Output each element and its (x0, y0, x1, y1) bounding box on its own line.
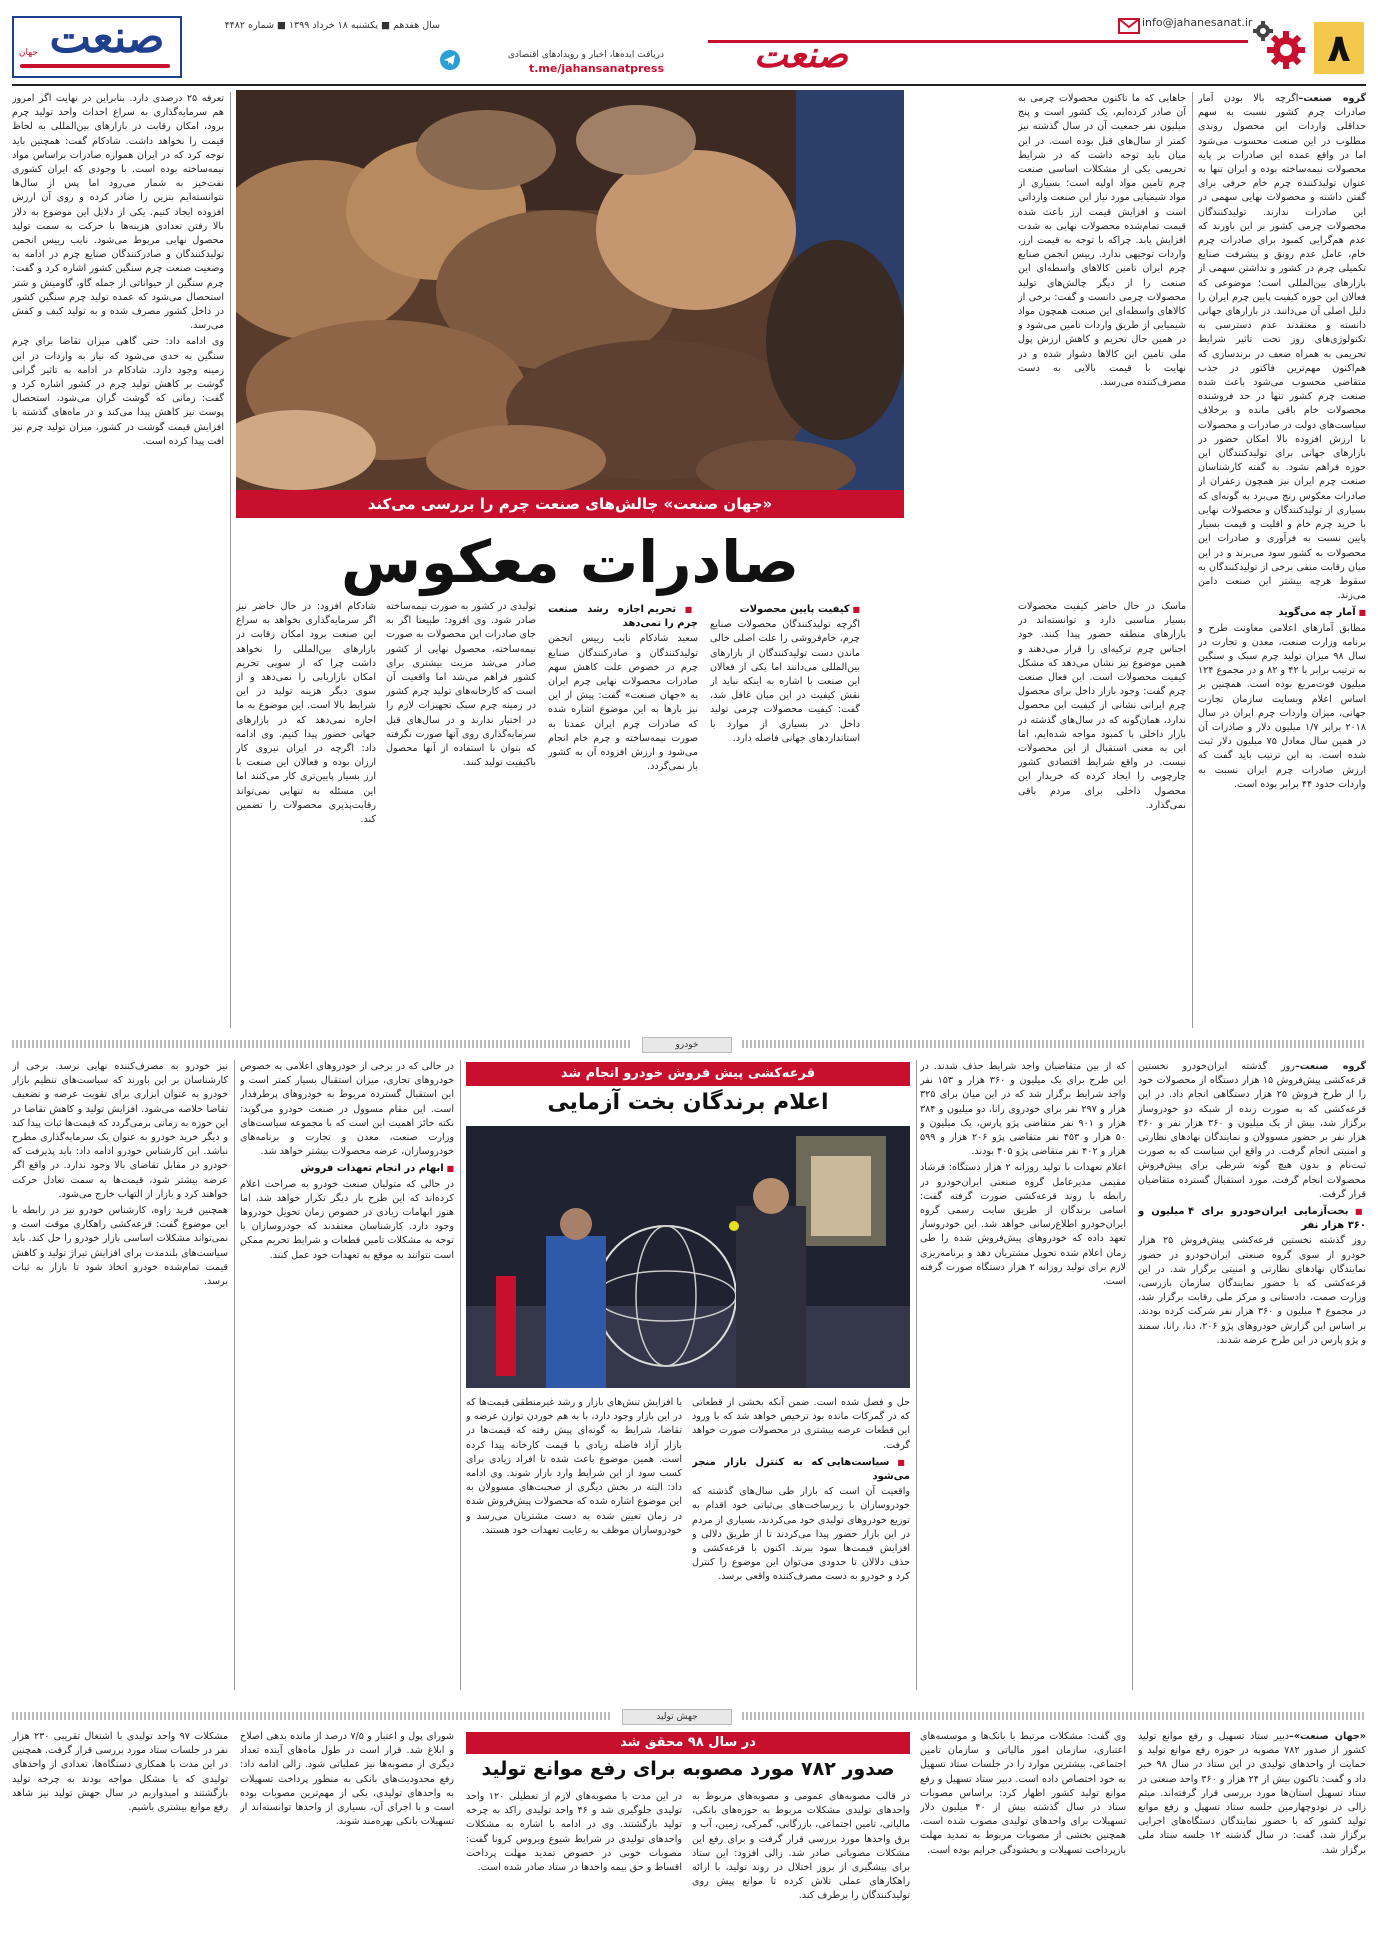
tolid-col-2 (920, 1730, 1126, 1938)
column-rule (1192, 92, 1193, 1028)
column-rule (916, 1060, 917, 1690)
logo-swoosh (20, 64, 170, 68)
leather-photo (236, 90, 904, 490)
tolid-col-6-text: مشکلات ۹۷ واحد تولیدی با اشتغال تقریبی ۲۳۰ هزار نفر در جلسات ستاد مورد بررسی قرار گرفت. همچنین در این مدت با همکاری دستگاه‌ها، تعدادی از واحدهای تولیدی که با مشکل مواجه بودند به چرخه تولید بازگشتند و امیدواریم در سال جهش تولید نیز شاهد رفع موانع بیشتری باشیم. (12, 1731, 228, 1814)
khodro-intro-lead: گروه صنعت– (1294, 1061, 1366, 1072)
leather-col-1-text: اگرچه بالا بودن آمار صادرات چرم کشور نسبت به سهم حداقلی واردات این محصول روندی مطلوب در این صنعت محسوب می‌شود اما در واقع عمده این صادرات بر پایه محصولات نیمه‌ساخته بوده و ایران تنها به عنوان تولیدکننده چرم خام حرفی برای گفتن داشته و محصولات نهایی سهمی در این صادرات ندارند. تولیدکنندگان محصولات چرمی کشور بر این باورند که عدم هم‌گرایی کمبود برای صادرات چرم خام، عامل عدم رونق و پیشرفت صنایع تکمیلی چرم در کشور و نداشتن سهمی از بازارهای بین‌المللی است؛ موضوعی که فعالان این حوزه کیفیت پایین چرم ایران را دلیل اصلی آن می‌دانند. در بازارهای جهانی دانسته و معتقدند عدم دسترسی به تکنولوژی‌های روز تحت تاثیر شرایط تحریمی به همراه ضعف در برندسازی که هم‌اکنون مهم‌ترین فاکتور در جذب متقاضی محسوب می‌شود باعث شده صنعت چرم کشور تنها در حد فروشنده محصولات خام باقی مانده و برخلاف سیاست‌های دولت در صادرات و محصولات با ارزش افزوده بالا امکان حضور در بازارهای جهانی برای تولیدکنندگان این حوزه فراهم نشود. به گفته کارشناسان صنعت چرم ایران نیز همچون زعفران از صادرات معکوس رنج می‌برد به گونه‌ای که بسیاری از تولیدکنندگان و محصولات نهایی با خرید چرم خام و اقلیت و قیمت بسیار پایین نسبت به فرآوری و صادرات این محصولات به کشور سود می‌برند و در این میان رقابت منفی برخی از تولیدکنندگان به سقوط هرچه بیشتر این صنعت دامن می‌زند. (1198, 93, 1366, 602)
telegram-caption: دریافت ایده‌ها، اخبار و رویدادهای اقتصادی (507, 50, 664, 60)
khodro-col-6-text: نیز خودرو به مصرف‌کننده نهایی نرسد. برخی از کارشناسان بر این باورند که سیاست‌های تنظیم بازار خودرو به عنوان ابزاری برای تقویت عرضه و تضعیف تقاضا خلاصه می‌شود. افزایش تولید و کاهش تقاضا در این حوزه به زمانی برمی‌گردد که قیمت‌ها ثبات پیدا کند و دیگر خرید خودرو به عنوان یک سرمایه‌گذاری مطرح نباشد. این کارشناس خودرو ادامه داد: باید پذیرفت که خودرو در مقابل تقاضای بالا وجود ندارد. در واقع اگر عرضه بیشتر شود، قیمت‌ها به سمت تعادل حرکت خواهند کرد و بازار از التهاب خارج می‌شود. (12, 1061, 228, 1200)
khodro-col-6 (12, 1060, 228, 1690)
tolid-col-1 (1138, 1730, 1366, 1938)
tolid-tag: جهش تولید (622, 1709, 732, 1725)
email-icon (1118, 14, 1140, 36)
khodro-col-1b-text: روز گذشته نخستین قرعه‌کشی پیش‌فروش ۲۵ هزار خودرو از سوی گروه صنعتی ایران‌خودرو در حضور نمایندگان نهادهای نظارتی و امنیتی برگزار شد. در این قرعه‌کشی که با حضور نمایندگان سازمان بازرسی، وزارت صمت، دادستانی و مرکز ملی رقابت برگزار شد، در مجموع ۴ میلیون و ۳۶۰ هزار نفر شرکت کرده بودند. بر اساس این گزارش خودروهای پژو ۲۰۶، دنا، رانا، سمند و پژو پارس در این طرح عرضه شدند. (1138, 1235, 1366, 1346)
column-rule (460, 1060, 461, 1690)
leather-col-5 (548, 600, 698, 1028)
leather-col-3 (1018, 600, 1186, 1028)
khodro-col-1-text: روز گذشته ایران‌خودرو نخستین قرعه‌کشی پیش‌فروش ۱۵ هزار دستگاه از محصولات خود را از طرح فروش ۲۵ هزار دستگاهی انجام داد. در این قرعه‌کشی که به صورت زنده از شبکه دو خودروساز برگزار شد، بیش از یک میلیون و ۳۶۰ هزار نفر و ۳۶۰ هزار نفر بر حضور مسوولان و نمایندگان نهادهای نظارتی و امنیتی انجام گرفت. در واقع این سیاست که به صورت ثبت‌نام و بدون هیچ گونه شرطی برای پیش‌فروش محصولات انجام گرفت، مورد استقبال گسترده متقاضیان قرار گرفت. (1138, 1061, 1366, 1200)
leather-col-6 (386, 600, 536, 1028)
small-gear-icon (1252, 20, 1274, 42)
leather-col-2b-text: اگرچه تولیدکنندگان محصولات صنایع چرم، خام‌فروشی را علت اصلی خالی ماندن دست تولیدکنندگان از بازارهای بین‌المللی می‌دانند اما یکی از فعالان این صنعت با اشاره به اینکه نباید از نقش کیفیت در این میان غافل شد، گفت: کیفیت محصولات چرمی تولید داخل در بسیاری از موارد با استانداردهای جهانی فاصله دارد. (710, 619, 860, 744)
khodro-col-5-text: در حالی که در برخی از خودروهای اعلامی به خصوص خودروهای تجاری، میزان استقبال بسیار کمتر است و این استقبال گسترده مربوط به خودروهای پرطرفدار است. این مقام مسوول در صنعت خودرو می‌گوید: نکته حائز اهمیت این است که با مجموعه سیاست‌های وزارت صنعت، معدن و تجارت و برنامه‌های خودروسازان، عرضه محصولات بیشتر خواهد شد. (240, 1061, 454, 1158)
khodro-col-6b-text: همچنین فرید زاوه، کارشناس خودرو نیز در رابطه با این موضوع گفت: قرعه‌کشی راهکاری موقت است و نمی‌تواند مشکلات اساسی بازار خودرو را حل کند. باید سیاست‌های بلندمدت برای افزایش تیراژ تولید و کاهش قیمت تمام‌شده خودرو اتخاذ شود تا بازار به ثبات برسد. (12, 1205, 228, 1288)
khodro-kicker: قرعه‌کشی پیش فروش خودرو انجام شد (560, 1066, 816, 1081)
tolid-kicker: در سال ۹۸ محقق شد (620, 1735, 756, 1750)
telegram-icon (440, 50, 460, 70)
leather-col-1 (1198, 92, 1366, 1028)
tolid-col-1-text: دبیر ستاد تسهیل و رفع موانع تولید کشور از صدور ۷۸۲ مصوبه در حوزه رفع موانع تولید و حمایت از واحدهای تولیدی در این ستاد در سال ۹۸ خبر داد و گفت: تاکنون بیش از ۲۴ هزار و ۳۶۰ واحد صنعتی در ستاد تسهیل استان‌ها مورد بررسی قرار گرفته‌اند. میثم زالی در نودوچهارمین جلسه ستاد تسهیل و رفع موانع تولید کشور که با حضور نمایندگان دستگاه‌های اجرایی برگزار شد، گفت: در سال گذشته ۱۲ جلسه ستاد ملی برگزار شد. (1138, 1731, 1366, 1856)
leather-col-5-text: تعرفه ۲۵ درصدی دارد. بنابراین در نهایت اگر امروز هم سرمایه‌گذاری به سراغ احداث واحد تولید چرم برود، امکان رقابت در بازارهای بین‌المللی به لحاظ قیمت را نخواهد داشت. شادکام گفت: همچنین باید توجه کرد که در ایران همواره صادرات براساس مواد نیمه‌ساخته بوده است. با وجودی که ایران کشوری نفت‌خیز به شمار می‌رود اما پس از سال‌ها نتوانسته‌ایم بنزین را صادر کرده و روی آن ارزش افزوده ایجاد کنیم. یکی از دلایل این موضوع به دلار بالا رفتن تعدادی هزینه‌ها با حرکت به سمت تولید محصول نهایی مربوط می‌شود. نایب رییس انجمن تولیدکنندگان و صادرکنندگان صنایع چرم در ادامه به وضعیت صنعت چرم سنگین کشور اشاره کرد و گفت: چرم سنگین از حیواناتی از جمله گاو، گاومیش و شتر استحصال می‌شود که عمده تولید چرم سنگین کشور در داخل کشور مصرف شده و به تولید کیف و کفش می‌رسد. (12, 93, 224, 332)
khodro-col-5b-text: در حالی که متولیان صنعت خودرو به صراحت اعلام کرده‌اند که این طرح بار دیگر تکرار خواهد شد، اما هنوز ابهامات زیادی در خصوص زمان تحویل خودروها وجود دارد. کارشناسان معتقدند که خودروسازان با توجه به مشکلات تامین قطعات و شرایط تحریم ممکن است نتوانند به موقع به تعهدات خود عمل کنند. (240, 1178, 454, 1261)
leather-col-7 (236, 600, 376, 1028)
separator-hatch-right (742, 1040, 1366, 1048)
leather-col-4 (710, 600, 860, 1028)
khodro-col-4-text: با افزایش تنش‌های بازار و رشد غیرمنطقی قیمت‌ها که در این بازار وجود دارد، با به هم خوردن توازن عرضه و تقاضا، شرایط به گونه‌ای پیش رفته که قیمت‌ها در بازار آزاد فاصله زیادی با قیمت کارخانه پیدا کرده است. همین موضوع باعث شده تا افراد زیادی برای کسب سود از این شرایط وارد بازار شوند. وی ادامه داد: البته در بخش دیگری از صحبت‌های مسوولان به این موضوع اشاره شده که محصولات پیش‌فروش شده در زمان تعیین شده به دست مشتریان می‌رسد و خودروسازان موظف به رعایت تعهدات خود هستند. (466, 1397, 682, 1536)
khodro-col-3-text: حل و فصل شده است. ضمن آنکه بخشی از قطعاتی که در گمرکات مانده بود ترخیص خواهد شد که با ورود این قطعات عرضه بیشتری در محصولات صورت خواهد گرفت. (692, 1397, 910, 1451)
tolid-col-5-text: شورای پول و اعتبار و ۷/۵ درصد از مانده بدهی اصلاح و ابلاغ شد. قرار است در طول ماه‌های آینده تعداد دیگری از مصوبه‌ها نیز عملیاتی شود. زالی ادامه داد: رفع محدودیت‌های بانکی به منظور پرداخت تسهیلات به واحدهای تولیدی، یکی از مهم‌ترین مصوبات بوده است و با اجرای آن، بسیاری از واحدها توانسته‌اند از تسهیلات بانکی بهره‌مند شوند. (240, 1731, 454, 1828)
leather-kicker: «جهان صنعت» چالش‌های صنعت چرم را بررسی می‌کند (367, 495, 773, 513)
tolid-intro-lead: «جهان صنعت»– (1289, 1731, 1366, 1742)
tolid-col-4 (466, 1790, 682, 1938)
tolid-col-2-text: وی گفت: مشکلات مرتبط با بانک‌ها و موسسه‌های اعتباری، سازمان امور مالیاتی و سازمان تامین اجتماعی، بیشترین موارد را در جلسات ستاد تسهیل به خود اختصاص داده است. دبیر ستاد تسهیل و رفع موانع تولید کشور اظهار کرد: براساس مصوبات ستاد در سال گذشته بیش از ۴۰ میلیون دلار تسهیلات برای واحدهای تولیدی مصوب شده است. همچنین بخشی از مصوبات مربوط به تمدید مهلت بازپرداخت تسهیلات و بخشودگی جرایم بوده است. (920, 1731, 1126, 1856)
leather-col-1b-text: مطابق آمارهای اعلامی معاونت طرح و برنامه وزارت صنعت، معدن و تجارت در سال ۹۸ میزان تولید چرم سبک و سنگین به ترتیب برابر با ۴۲ و ۸۲ و در مجموع ۱۲۴ میلیون فوت‌مربع بوده است. همچنین بر اساس اعلام وبسایت سازمان تجارت جهانی، میزان واردات چرم ایران در سال ۲۰۱۸ برابر ۱/۷ میلیون دلار و صادرات آن در همین سال معادل ۷۵ میلیون دلار ثبت شده است. به این ترتیب باید گفت که ارزش صادرات چرم ایران نسبت به واردات حدود ۴۴ برابر بوده است. (1198, 622, 1366, 790)
khodro-col-5 (240, 1060, 454, 1690)
separator-2-hatch-right (742, 1712, 1366, 1720)
logo (12, 12, 182, 78)
leather-sub-1: ■ آمار چه می‌گوید (1198, 606, 1366, 620)
leather-intro-lead: گروه صنعت– (1298, 93, 1366, 104)
separator-hatch-left (12, 1040, 632, 1048)
tolid-col-5 (240, 1730, 454, 1938)
khodro-col-2-text: که از بین متقاضیان واجد شرایط حذف شدند. در این طرح برای یک میلیون و ۳۶۰ هزار و ۱۵۳ نفر واجد شرایط برگزار شد که در این میان برای ۳۲۵ هزار و ۲۹۷ نفر برای خودروی رانا، دو میلیون و ۳۸۴ هزار و ۹۰۱ نفر متقاضی پژو پارس، یک میلیون و ۵۰ هزار و ۴۵۳ نفر متقاضی پژو ۲۰۶ هزار و ۵۹۹ هزار و ۴۰۲ نفر متقاضی پژو ۴۰۵ بودند. (920, 1061, 1126, 1158)
leather-col-2-text: جاهایی که ما تاکنون محصولات چرمی به آن صادر کرده‌ایم، یک کشور است و پنج میلیون نفر جمعیت آن در سال گذشته نیز کمتر از سال‌های قبل بوده است. در این میان باید توجه داشت که در شرایط تحریمی یکی از مشکلات اساسی صنعت چرم تامین مواد اولیه است؛ بسیاری از مواد شیمیایی مورد نیاز این صنعت وارداتی است و افزایش قیمت ارز باعث شده قیمت تمام‌شده محصولات نهایی به شدت افزایش یابد. چراکه با توجه به قیمت ارز، واردات توجیهی ندارد. رییس انجمن صنایع چرم ایران تامین کالاهای واسطه‌ای این صنعت را از دیگر چالش‌های تولید محصولات چرمی دانست و گفت: برخی از کالاهای واسطه‌ای این صنعت همچون مواد شیمیایی از طریق واردات تامین می‌شود و در همین حال تحریم و کاهش ارزش پول ملی تامین این کالاها دشوار شده و در نهایت با قیمت بالایی به دست مصرف‌کننده می‌رسد. (1018, 93, 1186, 389)
logo-small-text: جهان (18, 48, 38, 58)
khodro-sub-1: ■ بخت‌آزمایی ایران‌خودرو برای ۴ میلیون و ۳۶۰ هزار نفر (1138, 1205, 1366, 1233)
page-header (0, 0, 1378, 84)
tolid-headline: صدور ۷۸۲ مورد مصوبه برای رفع موانع تولید (481, 1758, 895, 1780)
telegram-link[interactable]: t.me/jahansanatpress (529, 62, 664, 75)
leather-col-3-text: ماسک در حال حاضر کیفیت محصولات بسیار مناسبی دارد و توانسته‌اند در بازارهای منطقه حضور پیدا کنند. خود اجناس چرم ترکیه‌ای را قرار می‌دهند و همین موضوع نیز نشان می‌دهد که مشکل کیفیت محصولات است. این فعال صنعت چرم گفت: وجود بازار داخل برای محصول چرم ایرانی نشانی از کیفیت این محصول ندارد، همان‌گونه که در سال‌های گذشته در بازار داخلی با کمبود مواجه شده‌ایم، اما این به معنی استقبال از این محصولات نیست. در واقع شرایط اقتصادی کشور چارچوبی را ایجاد کرده که خریدار این محصول داخلی برای مردم باقی نمی‌گذارد. (1018, 601, 1186, 811)
leather-sub-2: ■ کیفیت پایین محصولات (710, 603, 860, 617)
section-title: صنعت (753, 34, 848, 76)
leather-headline: صادرات معکوس (340, 528, 800, 596)
khodro-col-3b-text: واقعیت آن است که بازار طی سال‌های گذشته که خودروسازان با زیرساخت‌های بی‌ثباتی خود اقدام به توزیع خودروهای تولیدی خود می‌کردند، بسیاری از مردم در این بازار حضور پیدا می‌کردند تا از طریق دلالی و افزایش قیمت‌ها سود ببرند. اکنون با قرعه‌کشی و حذف دلالان تا حدودی می‌توان این موضوع را کنترل کرد و خودرو به دست مصرف‌کننده واقعی برسد. (692, 1486, 910, 1583)
column-rule (230, 92, 231, 1028)
khodro-sub-5: ■ ابهام در انجام تعهدات فروش (240, 1162, 454, 1176)
tolid-col-3-text: در قالب مصوبه‌های عمومی و مصوبه‌های مربوط به واحدهای تولیدی مشکلات مربوط به حوزه‌های بانکی، مالیاتی، تامین اجتماعی، بازرگانی، گمرکی، زمین، آب و برق واحدها مورد بررسی قرار گرفت و برای رفع این مشکلات مصوباتی صادر شد. زالی افزود: این ستاد برای پیشگیری از بروز اختلال در روند تولید، با ارائه راهکارهای عملی تلاش کرده تا موانع پیش روی تولیدکنندگان را برطرف کند. (692, 1791, 910, 1902)
column-rule (234, 1060, 235, 1690)
leather-col-3b-text: سعید شادکام نایب رییس انجمن تولیدکنندگان و صادرکنندگان صنایع چرم در خصوص علت کاهش سهم صادرات محصولات نهایی چرم ایران به «جهان صنعت» گفت: پیش از این نیز بارها به این موضوع اشاره شده که صادرات چرم ایران عمدتا به صورت نیمه‌ساخته و چرم خام انجام می‌شود و ارزش افزوده آن به کشور باز نمی‌گردد. (548, 633, 698, 773)
khodro-col-2b-text: اعلام تعهدات با تولید روزانه ۲ هزار دستگاه: فرشاد مقیمی مدیرعامل گروه صنعتی ایران‌خودرو در رابطه با روند قرعه‌کشی صورت گرفته گفت: اسامی برندگان از طریق سایت رسمی گروه ایران‌خودرو اطلاع‌رسانی خواهد شد. این خودروساز تعهد داده که خودروهای پیش‌فروش شده را طی زمان اعلام شده تحویل مشتریان دهد و برنامه‌ریزی لازم برای تولید روزانه ۲ هزار دستگاه صورت گرفته است. (920, 1162, 1126, 1288)
khodro-headline: اعلام برندگان بخت آزمایی (547, 1090, 829, 1115)
leather-sub-3: ■ تحریم اجازه رشد صنعت چرم را نمی‌دهد (548, 603, 698, 631)
khodro-col-3 (692, 1396, 910, 1690)
tolid-col-6 (12, 1730, 228, 1938)
leather-col-8 (12, 92, 224, 1028)
issue-info: سال هفدهم ■ یکشنبه ۱۸ خرداد ۱۳۹۹ ■ شماره ۴۴۸۲ (224, 20, 440, 31)
khodro-col-1 (1138, 1060, 1366, 1690)
leather-col-2 (1018, 92, 1186, 512)
khodro-col-2 (920, 1060, 1126, 1690)
khodro-tag: خودرو (642, 1037, 732, 1053)
khodro-sub-3: ■ سیاست‌هایی که به کنترل بازار منجر می‌شود (692, 1456, 910, 1484)
leather-col-4b-text: شادکام افزود: در حال حاضر نیز اگر سرمایه‌گذاری بخواهد به سراغ این صنعت برود امکان رقابت در بازارهای بین‌المللی را نخواهد داشت چرا که از سویی تحریم امکان بازاریابی را نمی‌دهد و از سوی دیگر هزینه تولید در این شرایط بالا است. این موضوع به ما اجازه نمی‌دهد که در بازارهای جهانی حضور پیدا کنیم. وی ادامه داد: اگرچه در ایران نیروی کار ارزان بوده و فعالان این صنعت با ارز بسیار پایین‌تری کار می‌کنند اما این مسئله به تنهایی نمی‌تواند رقابت‌پذیری محصولات را تضمین کند. (236, 601, 376, 826)
separator-2-hatch-left (12, 1712, 612, 1720)
logo-text: صنعت (49, 12, 165, 63)
column-rule (1132, 1060, 1133, 1690)
khodro-col-4 (466, 1396, 682, 1690)
header-bottom-rule (12, 84, 1366, 86)
tolid-col-4-text: در این مدت با مصوبه‌های لازم از تعطیلی ۱۲۰ واحد تولیدی جلوگیری شد و ۴۶ واحد تولیدی راکد به چرخه تولید بازگشتند. وی در ادامه با اشاره به مشکلات واحدهای تولیدی در شرایط شیوع ویروس کرونا گفت: مصوبات خوبی در خصوص تمدید مهلت پرداخت اقساط و حق بیمه واحدها در ستاد صادر شده است. (466, 1791, 682, 1874)
page-number: ۸ (1327, 26, 1351, 70)
leather-col-4-text: تولیدی در کشور به صورت نیمه‌ساخته صادر شود. وی افزود: طبیعتا اگر به جای صادرات این محصولات به صورت نیمه‌ساخته، محصول نهایی از کشور صادر می‌شد مزیت بیشتری برای کشور فراهم می‌شد اما واقعیت آن است که کارخانه‌های تولید چرم کشور در زمینه چرم سبک تجهیزات لازم را در اختیار ندارند و در سال‌های قبل سرمایه‌گذاری روی آنها صورت نگرفته که بتوان با استفاده از آنها محصول باکیفیت تولید کنند. (386, 601, 536, 769)
email-address[interactable]: info@jahanesanat.ir (1142, 16, 1253, 29)
khodro-photo (466, 1126, 910, 1388)
tolid-col-3 (692, 1790, 910, 1938)
leather-col-5b-text: وی ادامه داد: حتی گاهی میزان تقاضا برای چرم سنگین به حدی می‌شود که نیاز به واردات در این زمینه وجود دارد. شادکام در ادامه به تاثیر گرانی گوشت بر کاهش تولید چرم در کشور اشاره کرد و گفت: زمانی که گوشت گران می‌شود، استحصال پوست نیز کاهش پیدا می‌کند و در ماه‌های گذشته با افزایش قیمت گوشت در کشور، میزان تولید چرم نیز افت پیدا کرده است. (12, 336, 224, 447)
